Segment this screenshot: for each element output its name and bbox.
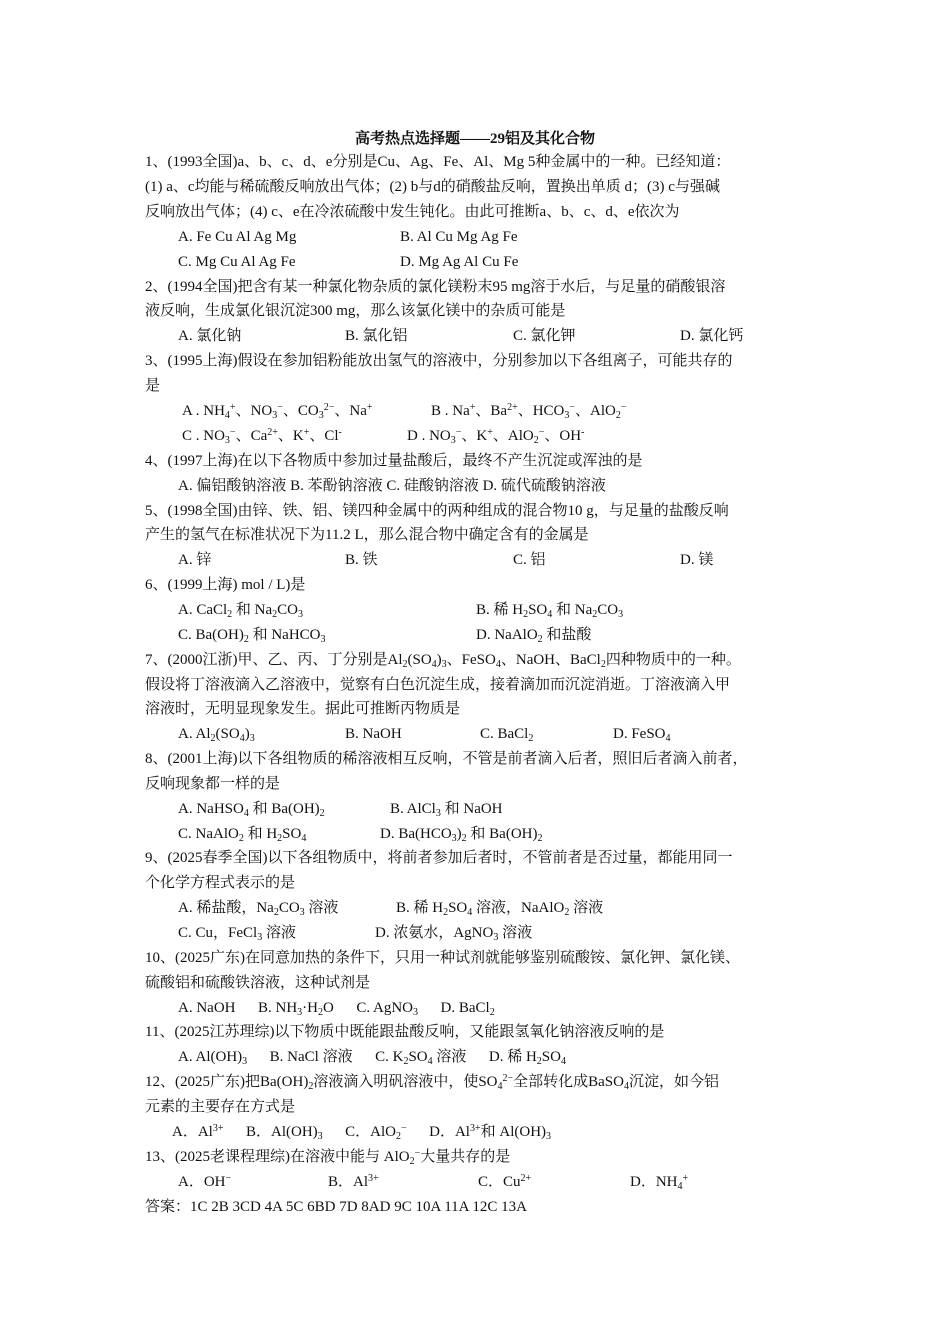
question-7-line-1: 7、(2000江浙)甲、乙、丙、丁分别是$Al_2(SO_4)_3$、FeSO$_4$、NaOH、BaCl$_2$四种物质中的一种。 [145,652,741,670]
question-11-options: A. $Al(OH)_3$ B. NaCl 溶液 C. $K_2SO_4$ 溶液 D. 稀 $H_2SO_4$ [178,1049,566,1067]
question-7-line-3: 溶液时，无明显现象发生。据此可推断丙物质是 [145,701,461,717]
question-7-option-b: B. NaOH [345,726,402,742]
question-5-line-1: 5、(1998全国)由锌、铁、铝、镁四种金属中的两种组成的混合物10 g，与足量的盐酸反响 [145,503,729,519]
question-13-option-b: B．$Al^{3+}$ [328,1173,379,1190]
question-7-line-2: 假设将丁溶液滴入乙溶液中，觉察有白色沉淀生成，接着滴加而沉淀消逝。丁溶液滴入甲 [145,677,731,693]
question-9-line-2: 个化学方程式表示的是 [145,875,296,891]
question-9-option-c: C. Cu，FeCl$_3$ 溶液 [178,925,296,943]
question-3-option-d: D . $NO_3^-$、K+、AlO$_2$−、OH- [407,427,585,446]
question-11-line-1: 11、(2025江苏理综)以下物质中既能跟盐酸反响，又能跟氢氧化钠溶液反响的是 [145,1024,665,1040]
question-3-option-a: A . $NH_4^+$、$NO_3^-$、$CO_3^{2-}$、Na+ [182,402,373,421]
question-9-option-b: B. 稀 $H_2SO_4$ 溶液，NaAlO$_2$ 溶液 [396,900,604,918]
question-7-option-d: D. FeSO$_4$ [613,726,671,744]
question-8-option-d: D. $Ba(HCO_3)_2$ 和 $Ba(OH)_2$ [380,826,543,844]
question-9-option-d: D. 浓氨水，AgNO$_3$ 溶液 [375,925,533,943]
question-3-option-b: B . Na+、$Ba^{2+}$、$HCO_3^-$、AlO$_2$− [431,402,627,421]
question-2-line-1: 2、(1994全国)把含有某一种氯化物杂质的氯化镁粉末95 mg溶于水后，与足量的硝酸银溶 [145,279,726,295]
question-9-option-a: A. 稀盐酸，$Na_2CO_3$ 溶液 [178,900,339,918]
question-8-option-b: B. AlCl$_3$ 和 NaOH [390,801,503,819]
answer-key: 答案：1C 2B 3CD 4A 5C 6BD 7D 8AD 9C 10A 11A 12C 13A [145,1199,527,1215]
question-5-option-a: A. 锌 [178,552,212,568]
question-8-line-2: 反响现象都一样的是 [145,776,281,792]
question-3-line-1: 3、(1995上海)假设在参加铝粉能放出氢气的溶液中，分别参加以下各组离子，可能共存的 [145,353,733,369]
question-10-line-2: 硫酸铝和硫酸铁溶液，这种试剂是 [145,975,371,991]
question-2-option-d: D. 氯化钙 [680,328,744,344]
question-1-line-2: (1) a、c均能与稀硫酸反响放出气体；(2) b与d的硝酸盐反响，置换出单质 d；(3) c与强碱 [145,179,720,195]
question-6-line-1: 6、(1999上海) mol / L)是 [145,577,306,593]
question-2-option-a: A. 氯化钠 [178,328,242,344]
question-4-line-1: 4、(1997上海)在以下各物质中参加过量盐酸后，最终不产生沉淀或浑浊的是 [145,453,643,469]
question-13-option-c: C．$Cu^{2+}$ [478,1173,532,1190]
page-title: 高考热点选择题——29铝及其化合物 [354,131,595,147]
question-5-option-d: D. 镁 [680,552,714,568]
question-5-option-b: B. 铁 [345,552,378,568]
question-8-option-a: A. NaHSO$_4$ 和 $Ba(OH)_2$ [178,801,325,819]
question-12-line-2: 元素的主要存在方式是 [145,1099,296,1115]
question-1-line-3: 反响放出气体；(4) c、e在冷浓硫酸中发生钝化。由此可推断a、b、c、d、e依次为 [145,204,680,220]
question-1-option-c: C. Mg Cu Al Ag Fe [178,254,296,270]
question-13-line-1: 13、(2025老课程理综)在溶液中能与 AlO$_2$−大量共存的是 [145,1148,511,1167]
question-10-options: A. NaOH B. $NH_3\cdot H_2O$ C. AgNO$_3$ D. BaCl$_2$ [178,1000,495,1018]
question-8-option-c: C. NaAlO$_2$ 和 $H_2SO_4$ [178,826,307,844]
question-5-option-c: C. 铝 [513,552,546,568]
question-1-option-a: A. Fe Cu Al Ag Mg [178,229,297,245]
question-7-option-a: A. $Al_2(SO_4)_3$ [178,726,255,744]
question-1-option-b: B. Al Cu Mg Ag Fe [400,229,518,245]
question-13-option-d: D．$NH_4^+$ [630,1173,689,1192]
question-6-option-b: B. 稀 $H_2SO_4$ 和 $Na_2CO_3$ [476,602,624,620]
question-3-option-c: C . $NO_3^-$、$Ca^{2+}$、K+、Cl- [182,427,342,446]
question-13-option-a: A．OH− [178,1173,232,1190]
question-4-options: A. 偏铝酸钠溶液 B. 苯酚钠溶液 C. 硅酸钠溶液 D. 硫代硫酸钠溶液 [178,478,606,494]
question-3-line-2: 是 [145,378,161,394]
question-2-option-b: B. 氯化铝 [345,328,408,344]
question-10-line-1: 10、(2025广东)在同意加热的条件下，只用一种试剂就能够鉴别硫酸铵、氯化钾、氯化镁、 [145,950,740,966]
question-12-line-1: 12、(2025广东)把$Ba(OH)_2$溶液滴入明矾溶液中，使$SO_4^{2-}$全部转化成BaSO$_4$沉淀，如今铝 [145,1073,719,1092]
question-2-option-c: C. 氯化钾 [513,328,576,344]
question-2-line-2: 液反响，生成氯化银沉淀300 mg，那么该氯化镁中的杂质可能是 [145,303,566,319]
question-6-option-c: C. $Ba(OH)_2$ 和 NaHCO$_3$ [178,627,326,645]
question-6-option-a: A. CaCl$_2$ 和 $Na_2CO_3$ [178,602,304,620]
question-5-line-2: 产生的氢气在标准状况下为11.2 L，那么混合物中确定含有的金属是 [145,527,589,543]
question-8-line-1: 8、(2001上海)以下各组物质的稀溶液相互反响，不管是前者滴入后者，照旧后者滴入前者， [145,751,748,767]
question-7-option-c: C. BaCl$_2$ [480,726,534,744]
question-1-option-d: D. Mg Ag Al Cu Fe [400,254,519,270]
question-12-options: A．$Al^{3+}$ B．$Al(OH)_3$ C．AlO$_2$− D．$Al^{3+}$和 $Al(OH)_3$ [172,1123,552,1142]
question-6-option-d: D. NaAlO$_2$ 和盐酸 [476,627,592,645]
question-9-line-1: 9、(2025春季全国)以下各组物质中，将前者参加后者时，不管前者是否过量，都能用同一 [145,850,733,866]
question-1-line-1: 1、(1993全国)a、b、c、d、e分别是Cu、Ag、Fe、Al、Mg 5种金属中的一种。已经知道： [145,154,731,170]
